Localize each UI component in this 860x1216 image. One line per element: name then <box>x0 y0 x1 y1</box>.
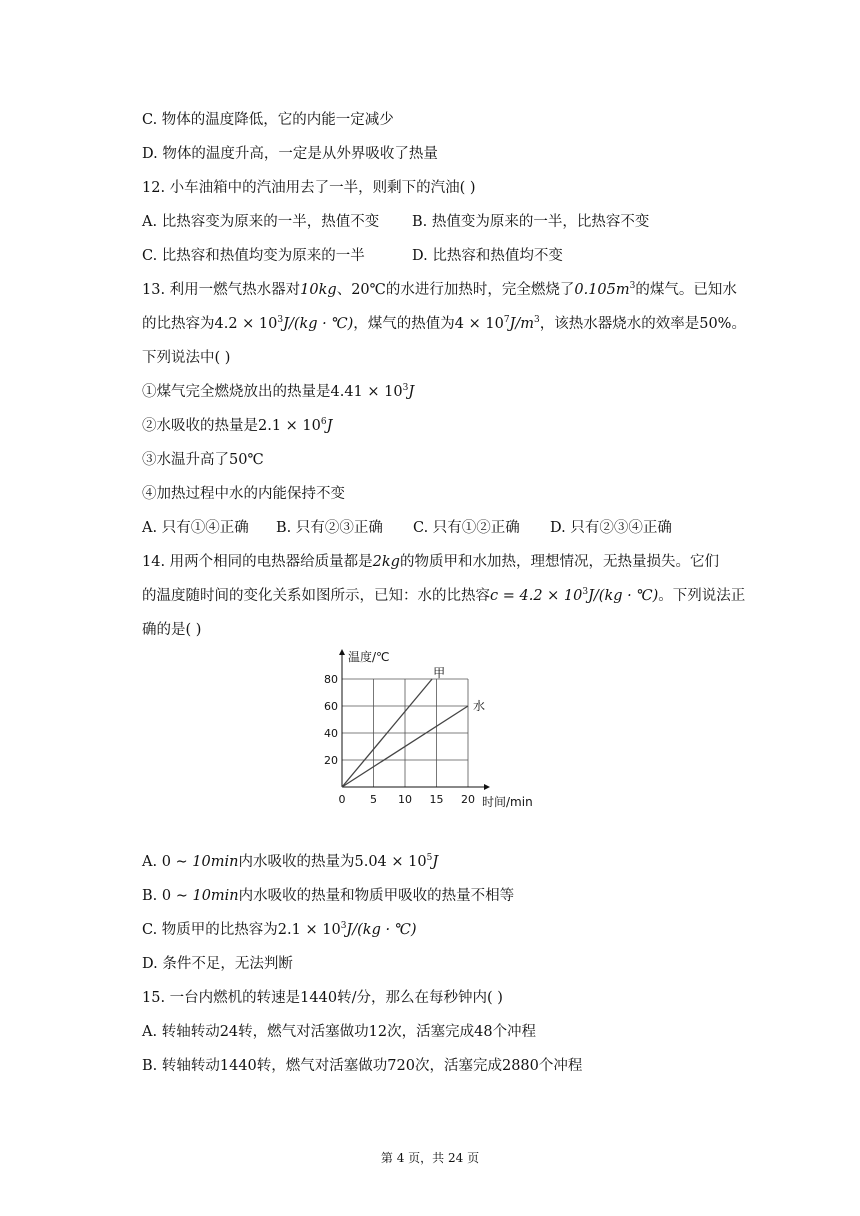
q13-option-d: D. 只有②③④正确 <box>550 520 672 536</box>
q11-option-d: D. 物体的温度升高，一定是从外界吸收了热量 <box>142 146 438 162</box>
q11-option-c: C. 物体的温度降低，它的内能一定减少 <box>142 112 394 128</box>
y-axis-label: 温度/℃ <box>348 650 390 664</box>
q12-option-d: D. 比热容和热值均不变 <box>412 248 563 264</box>
x-tick-label: 15 <box>429 793 444 806</box>
q13-stem-line1: 13. 利用一燃气热水器对10kg、20℃的水进行加热时，完全燃烧了$0.105m^3$的煤气。已知水 <box>142 281 737 298</box>
temperature-time-chart <box>318 644 548 816</box>
q14-option-a: A. 0 ∼ 10min内水吸收的热量为$5.04 \times 10^5J$ <box>142 853 439 870</box>
y-tick-label: 60 <box>324 700 338 713</box>
q15-option-a: A. 转轴转动24转，燃气对活塞做功12次，活塞完成48个冲程 <box>142 1024 537 1040</box>
page-footer: 第 4 页，共 24 页 <box>380 1151 480 1165</box>
y-tick-label: 20 <box>324 754 338 767</box>
x-axis-arrow <box>484 784 490 790</box>
q15-option-b: B. 转轴转动1440转，燃气对活塞做功720次，活塞完成2880个冲程 <box>142 1058 583 1074</box>
q14-stem-line2: 的温度随时间的变化关系如图所示，已知：水的比热容$c = 4.2 \times 10^3J/(kg$ · ℃)。下列说法正 <box>142 587 746 604</box>
q12-option-c: C. 比热容和热值均变为原来的一半 <box>142 248 365 264</box>
x-tick-label: 20 <box>461 793 475 806</box>
y-tick-label: 80 <box>324 673 338 686</box>
q14-stem-line3: 确的是( ) <box>142 622 202 638</box>
x-tick-label: 0 <box>338 793 346 806</box>
q14-option-c: C. 物质甲的比热容为$2.1 \times 10^3J/(kg$ · ℃) <box>142 921 417 938</box>
x-tick-label: 10 <box>398 793 412 806</box>
q13-stem-line2: 的比热容为$4.2 \times 10^3J/(kg$ · ℃)，煤气的热值为$4 \times 10^7J/m^3$，该热水器烧水的效率是50%。 <box>142 315 746 332</box>
q13-option-b: B. 只有②③正确 <box>276 520 383 536</box>
q13-statement-2: ②水吸收的热量是$2.1 \times 10^6J$ <box>142 417 333 434</box>
q14-stem-line1: 14. 用两个相同的电热器给质量都是2kg的物质甲和水加热，理想情况，无热量损失。它们 <box>142 554 719 570</box>
q13-statement-1: ①煤气完全燃烧放出的热量是$4.41 \times 10^3J$ <box>142 383 415 400</box>
q13-option-a: A. 只有①④正确 <box>142 520 249 536</box>
q12-options-row1 <box>142 212 649 232</box>
series-label-1: 水 <box>473 699 486 713</box>
x-axis-label: 时间/min <box>482 795 533 809</box>
q13-stem-line3: 下列说法中( ) <box>142 350 231 366</box>
q12-stem: 12. 小车油箱中的汽油用去了一半，则剩下的汽油( ) <box>142 180 476 196</box>
q13-statement-3: ③水温升高了50℃ <box>142 452 264 468</box>
q15-stem: 15. 一台内燃机的转速是1440转/分，那么在每秒钟内( ) <box>142 990 503 1006</box>
x-tick-label: 5 <box>370 793 377 806</box>
q14-option-d: D. 条件不足，无法判断 <box>142 956 293 972</box>
q13-options <box>142 518 672 538</box>
q13-option-c: C. 只有①②正确 <box>413 520 520 536</box>
q12-options-row2 <box>142 246 563 266</box>
q12-option-b: B. 热值变为原来的一半，比热容不变 <box>412 214 650 230</box>
q12-option-a: A. 比热容变为原来的一半，热值不变 <box>142 214 380 230</box>
y-tick-label: 40 <box>324 727 338 740</box>
q13-statement-4: ④加热过程中水的内能保持不变 <box>142 486 345 502</box>
q14-option-b: B. 0 ∼ 10min内水吸收的热量和物质甲吸收的热量不相等 <box>142 888 515 904</box>
y-axis-arrow <box>339 649 345 655</box>
series-label-0: 甲 <box>433 666 446 680</box>
